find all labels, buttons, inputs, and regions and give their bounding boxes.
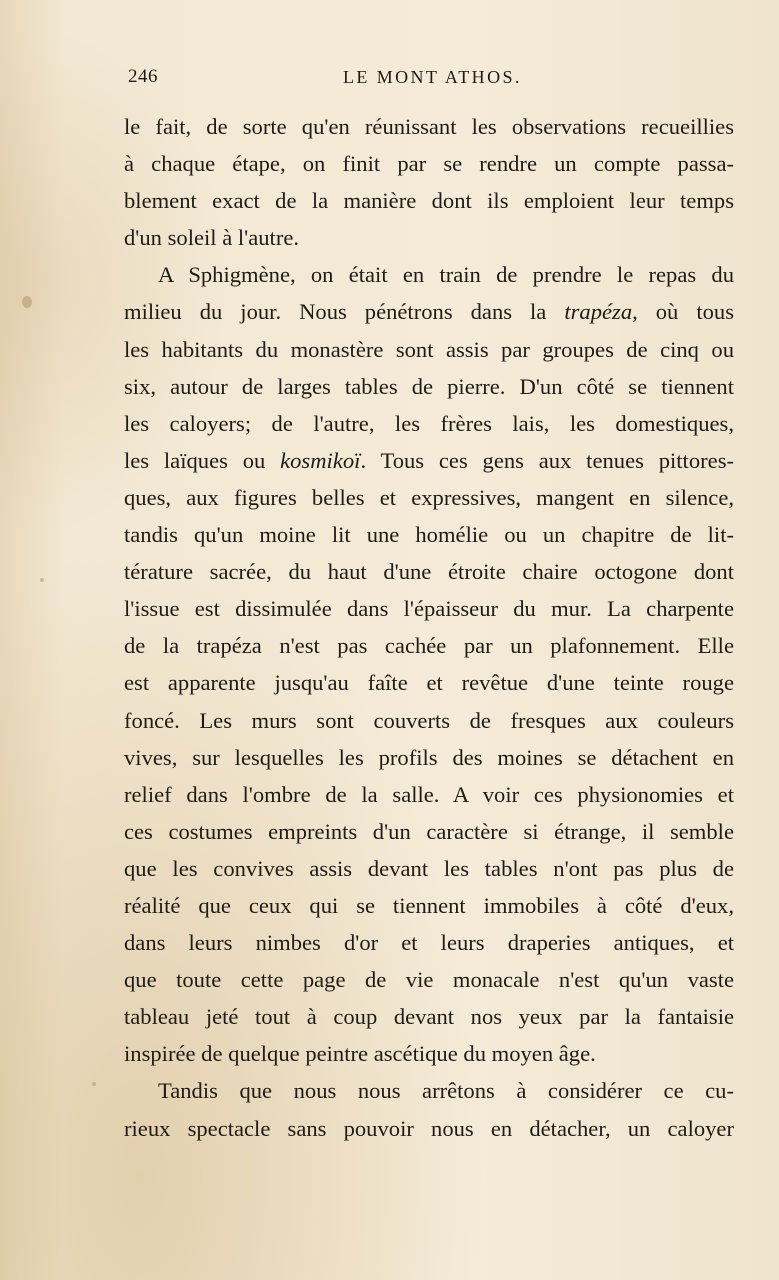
italic-term: trapéza, xyxy=(564,299,638,325)
text-run: . Tous ces gens aux tenues pittores- xyxy=(360,447,735,473)
text-line xyxy=(124,887,734,924)
text-run: ques, aux figures belles et expressives, mangent en silence, xyxy=(124,484,734,510)
text-run: est apparente jusqu'au faîte et revêtue d'une teinte rouge xyxy=(124,670,734,696)
text-run: dans leurs nimbes d'or et leurs draperies antiques, et xyxy=(124,930,734,956)
text-line xyxy=(124,702,734,739)
text-line xyxy=(124,145,734,182)
text-line xyxy=(124,219,734,256)
text-run: A Sphigmène, on était en train de prendre le repas du xyxy=(158,262,734,288)
text-line xyxy=(124,368,734,405)
text-run: l'issue est dissimulée dans l'épaisseur du mur. La charpente xyxy=(124,596,734,622)
text-run: ces costumes empreints d'un caractère si étrange, il semble xyxy=(124,818,734,844)
page-number: 246 xyxy=(128,66,158,87)
text-line xyxy=(124,776,734,813)
page-header xyxy=(128,66,718,96)
paper-stain xyxy=(40,578,44,582)
text-run: les caloyers; de l'autre, les frères lais, les domestiques, xyxy=(124,410,734,436)
text-line xyxy=(124,479,734,516)
text-line xyxy=(124,627,734,664)
text-run: Tandis que nous nous arrêtons à considérer ce cu- xyxy=(158,1078,734,1104)
text-run: à chaque étape, on finit par se rendre un compte passa- xyxy=(124,151,734,177)
text-line xyxy=(124,516,734,553)
text-line xyxy=(124,590,734,627)
text-run: que les convives assis devant les tables n'ont pas plus de xyxy=(124,855,734,881)
text-line xyxy=(124,998,734,1035)
body-text xyxy=(124,108,734,1147)
text-line xyxy=(124,108,734,145)
text-run: les habitants du monastère sont assis par groupes de cinq ou xyxy=(124,336,734,362)
text-line xyxy=(124,405,734,442)
text-line xyxy=(124,850,734,887)
text-run: d'un soleil à l'autre. xyxy=(124,225,300,251)
text-line xyxy=(124,1110,734,1147)
text-line xyxy=(124,813,734,850)
text-line xyxy=(124,442,734,479)
text-run: vives, sur lesquelles les profils des moines se détachent en xyxy=(124,744,734,770)
paper-stain xyxy=(22,296,32,308)
text-line xyxy=(124,664,734,701)
text-run: réalité que ceux qui se tiennent immobiles à côté d'eux, xyxy=(124,892,734,918)
text-line xyxy=(124,256,734,293)
text-run: de la trapéza n'est pas cachée par un plafonnement. Elle xyxy=(124,633,734,659)
paragraph xyxy=(124,108,734,256)
paragraph xyxy=(124,256,734,1072)
text-run: milieu du jour. Nous pénétrons dans la xyxy=(124,299,565,325)
italic-term: kosmikoï xyxy=(280,447,361,473)
paragraph xyxy=(124,1072,734,1146)
text-run: rieux spectacle sans pouvoir nous en détacher, un caloyer xyxy=(124,1115,734,1141)
text-run: foncé. Les murs sont couverts de fresques aux couleurs xyxy=(124,707,734,733)
text-run: inspirée de quelque peintre ascétique du moyen âge. xyxy=(124,1041,596,1067)
text-run: les laïques ou xyxy=(124,447,281,473)
text-run: où tous xyxy=(637,299,735,325)
text-line xyxy=(124,182,734,219)
text-run: tandis qu'un moine lit une homélie ou un chapitre de lit- xyxy=(124,522,734,548)
text-line xyxy=(124,739,734,776)
text-line xyxy=(124,1035,734,1072)
text-run: relief dans l'ombre de la salle. A voir ces physionomies et xyxy=(124,781,734,807)
paper-stain xyxy=(92,1082,96,1086)
text-run: térature sacrée, du haut d'une étroite chaire octogone dont xyxy=(124,559,734,585)
text-line xyxy=(124,1072,734,1109)
text-run: tableau jeté tout à coup devant nos yeux par la fantaisie xyxy=(124,1004,734,1030)
text-run: que toute cette page de vie monacale n'est qu'un vaste xyxy=(124,967,734,993)
text-line xyxy=(124,331,734,368)
text-run: six, autour de larges tables de pierre. D'un côté se tiennent xyxy=(124,373,734,399)
text-line xyxy=(124,293,734,330)
text-run: blement exact de la manière dont ils emploient leur temps xyxy=(124,188,734,214)
running-title: LE MONT ATHOS. xyxy=(343,67,522,87)
text-run: le fait, de sorte qu'en réunissant les observations recueillies xyxy=(124,114,734,139)
text-line xyxy=(124,961,734,998)
text-line xyxy=(124,553,734,590)
text-line xyxy=(124,924,734,961)
